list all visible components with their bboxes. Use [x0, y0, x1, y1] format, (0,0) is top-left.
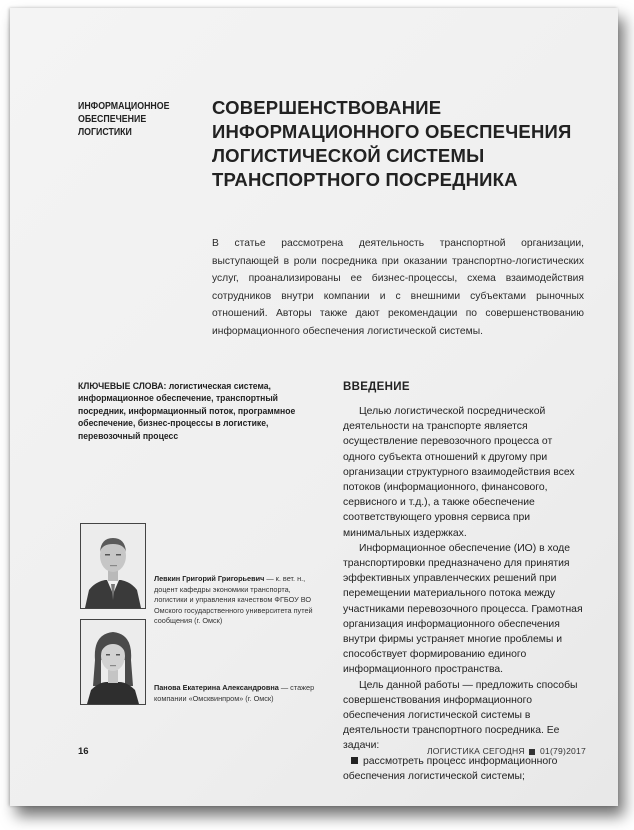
- article-title: СОВЕРШЕНСТВОВАНИЕ ИНФОРМАЦИОННОГО ОБЕСПЕЧЕНИЯ ЛОГИСТИЧЕСКОЙ СИСТЕМЫ ТРАНСПОРТНОГО ПОСРЕДНИКА: [212, 97, 572, 190]
- square-bullet-icon: [351, 757, 358, 764]
- author-photo-panova: [80, 619, 146, 705]
- journal-issue: 01(79)2017: [540, 746, 586, 756]
- keywords-label: КЛЮЧЕВЫЕ СЛОВА:: [78, 380, 167, 391]
- keywords-block: [78, 380, 306, 442]
- author-name: Панова Екатерина Александровна: [154, 683, 279, 692]
- article-abstract: В статье рассмотрена деятельность транспортной организации, выступающей в роли посредника при оказании транспортно-логистических услуг, проанализированы ее бизнес-процессы, схема взаимодействия сотрудников внутри компании и с внешними субъектами рыночных отношений. Авторы также дают рекомендации по совершенствованию информационного обеспечения логистической системы.: [212, 238, 584, 337]
- page-number: 16: [78, 746, 89, 757]
- author-description: — стажер компании «Омсквинпром» (г. Омск): [154, 683, 315, 703]
- body-paragraph: Целью логистической посреднической деятельности на транспорте является осуществление перевозочного процесса от одного субъекта отношений к другому при организации структурного взаимодействия всех потоков (информационного, финансового, сервисного и т.д.), а также обеспечение соответствующего уровня сервиса при минимальных издержках.: [343, 406, 575, 539]
- journal-name: ЛОГИСТИКА СЕГОДНЯ: [426, 746, 525, 756]
- journal-page: [10, 8, 618, 806]
- body-paragraph: Информационное обеспечение (ИО) в ходе транспортировки предназначено для принятия эффективных управленческих решений при перемещении материального потока между участниками перевозочного процесса. Грамотная организация информационного обеспечения внутри фирмы устраняет многие проблемы и способствует формированию единого информационного пространства.: [343, 542, 583, 676]
- author-info-panova: [154, 683, 324, 704]
- section-label: ИНФОРМАЦИОННОЕ ОБЕСПЕЧЕНИЕ ЛОГИСТИКИ: [78, 101, 170, 138]
- author-name: Левкин Григорий Григорьевич: [154, 574, 265, 583]
- keywords-text: логистическая система, информационное обеспечение, транспортный посредник, информационный поток, программное обеспечение, бизнес-процессы в логистике, перевозочный процесс: [78, 380, 296, 441]
- square-separator-icon: [529, 749, 535, 755]
- author-photo-levkin: [80, 523, 146, 609]
- bullet-text: рассмотреть процесс информационного обеспечения логистической системы;: [343, 755, 558, 782]
- body-paragraph: Цель данной работы — предложить способы совершенствования информационного обеспечения логистической системы в деятельности транспортного посредника. Ее задачи:: [343, 679, 578, 752]
- journal-footer: [427, 746, 586, 756]
- intro-body: [343, 404, 586, 784]
- author-info-levkin: [154, 574, 324, 627]
- author-description: — к. вет. н., доцент кафедры экономики транспорта, логистики и управления качеством ФГБОУ ВО Омского государственного университета путей сообщения (г. Омск): [154, 574, 313, 626]
- bullet-item: [343, 754, 586, 784]
- intro-heading: ВВЕДЕНИЕ: [343, 381, 410, 393]
